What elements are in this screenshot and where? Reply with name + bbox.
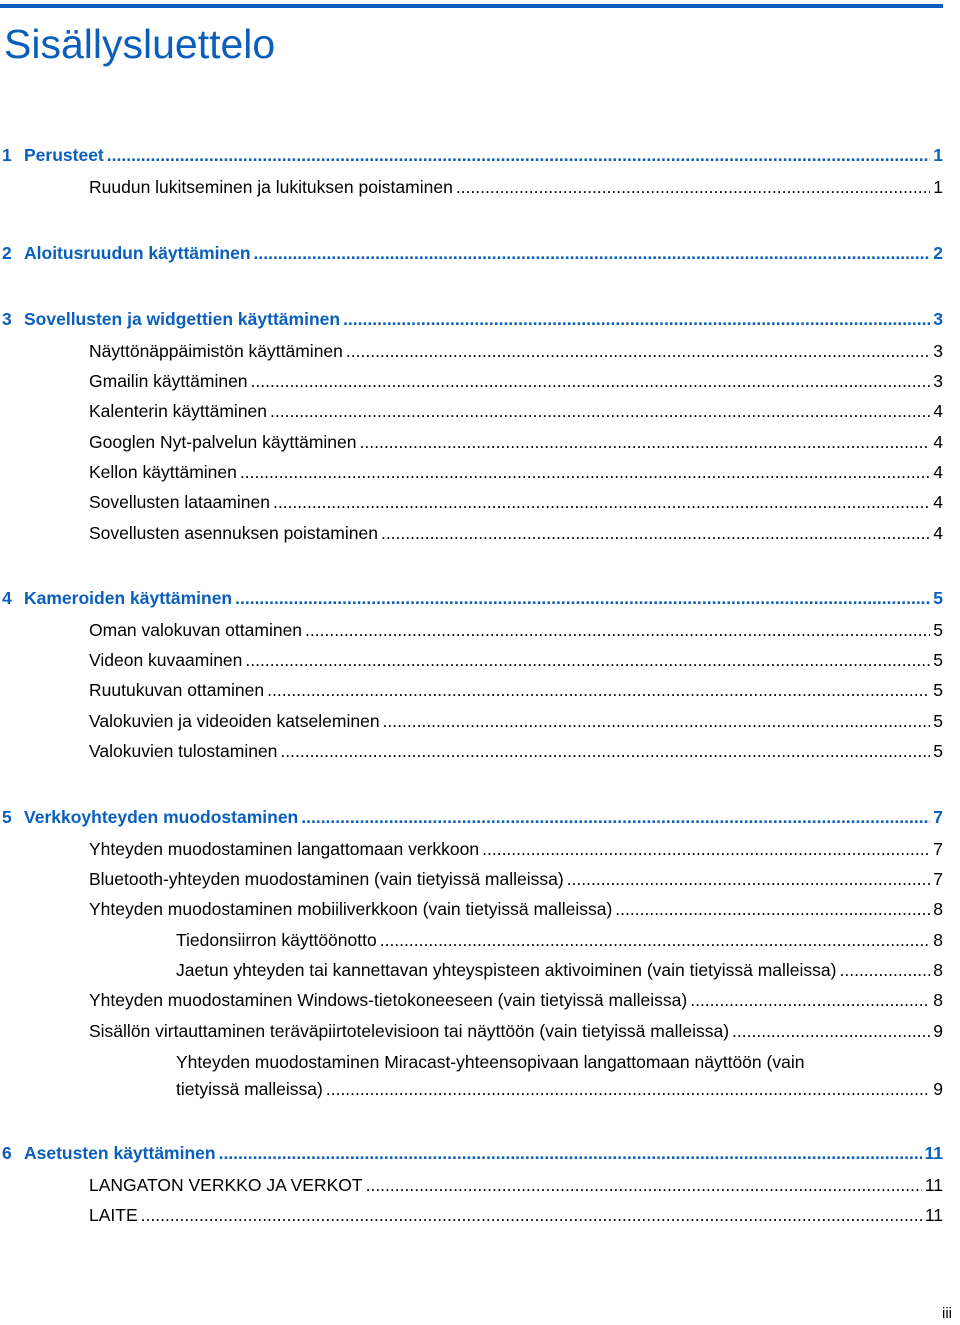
toc-section[interactable] [89, 1019, 943, 1043]
toc-page-number: 4 [933, 492, 943, 512]
toc-page-number: 9 [933, 1079, 943, 1099]
toc-section[interactable] [89, 460, 943, 484]
toc-dot-leader [346, 339, 930, 363]
toc-entry-text: Kameroiden käyttäminen [24, 588, 233, 608]
toc-page-number: 7 [933, 869, 943, 889]
toc-section[interactable] [89, 618, 943, 642]
toc-section[interactable] [89, 339, 943, 363]
toc-page-number: 8 [933, 960, 943, 980]
toc-page-number: 4 [933, 432, 943, 452]
toc-entry-text-line1: Yhteyden muodostaminen Miracast-yhteensopivaan langattomaan näyttöön (vain [176, 1052, 805, 1072]
toc-section[interactable] [89, 648, 943, 672]
toc-dot-leader [840, 958, 931, 982]
toc-entry-text: Sovellusten lataaminen [89, 492, 270, 512]
toc-entry-text: Kellon käyttäminen [89, 462, 237, 482]
toc-chapter-number: 1 [2, 145, 12, 165]
toc-section[interactable] [89, 897, 943, 921]
page-title: Sisällysluettelo [4, 21, 276, 67]
toc-entry-text: Videon kuvaaminen [89, 650, 243, 670]
toc-entry-text: Yhteyden muodostaminen mobiiliverkkoon (vain tietyissä malleissa) [89, 899, 613, 919]
toc-subsection[interactable] [176, 928, 943, 952]
toc-section[interactable] [89, 837, 943, 861]
toc-dot-leader [240, 460, 930, 484]
toc-section[interactable] [89, 175, 943, 199]
toc-page-number: 5 [933, 741, 943, 761]
toc-entry-text: Valokuvien tulostaminen [89, 741, 278, 761]
toc-entry-text: Asetusten käyttäminen [24, 1143, 216, 1163]
toc-chapter-number: 3 [2, 309, 12, 329]
toc-dot-leader [381, 521, 930, 545]
toc-dot-leader [305, 618, 930, 642]
toc-chapter[interactable] [0, 241, 943, 265]
toc-section[interactable] [89, 521, 943, 545]
toc-dot-leader [366, 1173, 922, 1197]
toc-section[interactable] [89, 867, 943, 891]
toc-page-number: 8 [933, 990, 943, 1010]
toc-dot-leader [383, 709, 931, 733]
toc-entry-text: Sisällön virtauttaminen teräväpiirtotelevisioon tai näyttöön (vain tietyissä malleissa) [89, 1021, 730, 1041]
toc-chapter-number: 2 [2, 243, 12, 263]
toc-page-number: 11 [924, 1143, 943, 1163]
toc-page-number: 7 [933, 807, 943, 827]
toc-subsection[interactable] [176, 1077, 943, 1101]
toc-subsection[interactable] [176, 958, 943, 982]
toc-dot-leader [690, 988, 930, 1012]
toc-chapter[interactable] [0, 1141, 943, 1165]
toc-dot-leader [235, 586, 930, 610]
toc-page-number: 2 [933, 243, 943, 263]
toc-page-number: 4 [933, 401, 943, 421]
toc-dot-leader [267, 678, 930, 702]
toc-entry-text: Bluetooth-yhteyden muodostaminen (vain tietyissä malleissa) [89, 869, 564, 889]
toc-entry-text: Sovellusten asennuksen poistaminen [89, 523, 378, 543]
toc-dot-leader [360, 430, 931, 454]
toc-page-number: 7 [933, 839, 943, 859]
toc-dot-leader [245, 648, 930, 672]
toc-entry-text: Oman valokuvan ottaminen [89, 620, 303, 640]
toc-entry-text: Kalenterin käyttäminen [89, 401, 268, 421]
toc-dot-leader [273, 490, 930, 514]
toc-page-number: 1 [933, 177, 943, 197]
toc-page-number: 8 [933, 899, 943, 919]
toc-entry-text: Yhteyden muodostaminen Windows-tietokoneeseen (vain tietyissä malleissa) [89, 990, 688, 1010]
toc-page-number: 3 [933, 371, 943, 391]
toc-dot-leader [326, 1077, 930, 1101]
toc-section[interactable] [89, 739, 943, 763]
toc-entry-text: LANGATON VERKKO JA VERKOT [89, 1175, 363, 1195]
toc-page-number: 3 [933, 341, 943, 361]
toc-page-number: 3 [933, 309, 943, 329]
page-number: iii [942, 1305, 952, 1322]
toc-dot-leader [141, 1203, 922, 1227]
toc-entry-text: Yhteyden muodostaminen langattomaan verkkoon [89, 839, 480, 859]
toc-page-number: 5 [933, 588, 943, 608]
toc-section[interactable] [89, 1203, 943, 1227]
toc-page-number: 9 [933, 1021, 943, 1041]
toc-page-number: 4 [933, 523, 943, 543]
toc-dot-leader [280, 739, 930, 763]
toc-page-number: 8 [933, 930, 943, 950]
toc-entry-text: Valokuvien ja videoiden katseleminen [89, 711, 380, 731]
toc-chapter[interactable] [0, 805, 943, 829]
toc-section[interactable] [89, 709, 943, 733]
toc-dot-leader [301, 805, 930, 829]
toc-page-number: 11 [924, 1205, 943, 1225]
toc-entry-text: Gmailin käyttäminen [89, 371, 248, 391]
toc-entry-text: Verkkoyhteyden muodostaminen [24, 807, 299, 827]
toc-dot-leader [270, 399, 930, 423]
toc-page-number: 1 [933, 145, 943, 165]
toc-entry-text: Näyttönäppäimistön käyttäminen [89, 341, 343, 361]
toc-entry-text: Perusteet [24, 145, 104, 165]
toc-dot-leader [615, 897, 930, 921]
toc-entry-text: Ruudun lukitseminen ja lukituksen poistaminen [89, 177, 453, 197]
toc-page-number: 5 [933, 680, 943, 700]
toc-page-number: 5 [933, 711, 943, 731]
toc-dot-leader [107, 143, 931, 167]
toc-entry-text: Googlen Nyt-palvelun käyttäminen [89, 432, 357, 452]
toc-page-number: 4 [933, 462, 943, 482]
toc-entry-text: Jaetun yhteyden tai kannettavan yhteyspisteen aktivoiminen (vain tietyissä malleissa) [176, 960, 837, 980]
toc-section[interactable] [89, 430, 943, 454]
toc-chapter-number: 4 [2, 588, 12, 608]
toc-page-number: 5 [933, 650, 943, 670]
toc-entry-text: Ruutukuvan ottaminen [89, 680, 265, 700]
toc-dot-leader [567, 867, 931, 891]
toc-section[interactable] [89, 678, 943, 702]
toc-dot-leader [456, 175, 930, 199]
toc-entry-text: Sovellusten ja widgettien käyttäminen [24, 309, 341, 329]
toc-dot-leader [343, 307, 930, 331]
toc-page-number: 5 [933, 620, 943, 640]
toc-section[interactable] [89, 1173, 943, 1197]
toc-section[interactable] [89, 490, 943, 514]
toc-entry-text: Aloitusruudun käyttäminen [24, 243, 251, 263]
toc-entry-text: tietyissä malleissa) [176, 1079, 323, 1099]
toc-dot-leader [251, 369, 931, 393]
toc-chapter-number: 5 [2, 807, 12, 827]
toc-chapter-number: 6 [2, 1143, 12, 1163]
toc-entry-text: LAITE [89, 1205, 138, 1225]
toc-chapter[interactable] [0, 307, 943, 331]
toc-section[interactable] [89, 399, 943, 423]
toc-chapter[interactable] [0, 143, 943, 167]
toc-chapter[interactable] [0, 586, 943, 610]
toc-section[interactable] [89, 988, 943, 1012]
toc-dot-leader [482, 837, 930, 861]
toc-entry-text: Tiedonsiirron käyttöönotto [176, 930, 377, 950]
header-rule [0, 4, 943, 8]
toc-dot-leader [732, 1019, 930, 1043]
toc-dot-leader [219, 1141, 922, 1165]
toc-section[interactable] [89, 369, 943, 393]
toc-dot-leader [254, 241, 931, 265]
toc-dot-leader [380, 928, 931, 952]
toc-page-number: 11 [924, 1175, 943, 1195]
